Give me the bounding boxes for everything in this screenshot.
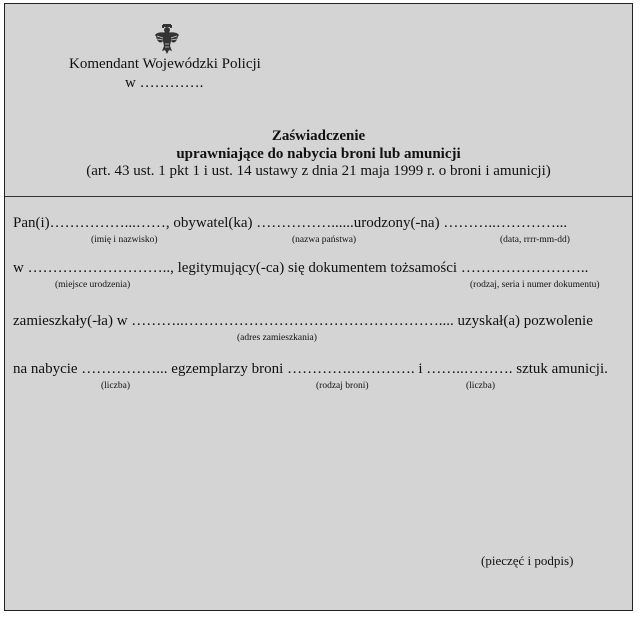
- form-line-personal: Pan(i)……………...……, obywatel(ka) ……………......urodzony(-na) ………..…………...: [13, 215, 568, 231]
- form-line-address: zamieszkały(-ła) w ………..…………………………………………….... uzyskał(a) pozwolenie: [13, 313, 593, 329]
- document-title: Zaświadczenie: [271, 128, 366, 144]
- hint-weapon-type: (rodzaj broni): [316, 381, 369, 391]
- hint-birth-date: (data, rrrr-mm-dd): [500, 235, 570, 245]
- hint-name: (imię i nazwisko): [91, 235, 158, 245]
- issuing-authority: Komendant Wojewódzki Policji: [69, 56, 261, 72]
- location-line: w ………….: [125, 75, 204, 91]
- legal-basis: (art. 43 ust. 1 pkt 1 i ust. 14 ustawy z dnia 21 maja 1999 r. o broni i amunicji): [86, 163, 551, 179]
- document-subtitle: uprawniające do nabycia broni lub amunicji: [176, 146, 461, 162]
- hint-weapon-count: (liczba): [101, 381, 131, 391]
- hint-ammo-count: (liczba): [466, 381, 496, 391]
- form-line-birthplace: w ……………………….., legitymujący(-ca) się dokumentem tożsamości ……………………..: [13, 260, 589, 276]
- section-divider: [5, 196, 632, 197]
- form-line-purchase: na nabycie ……………... egzemplarzy broni ………….…………. i ……..………. sztuk amunicji.: [13, 361, 608, 377]
- certificate-form: [4, 3, 633, 611]
- eagle-emblem-icon: [154, 24, 180, 56]
- stamp-signature-label: (pieczęć i podpis): [481, 553, 574, 568]
- hint-document: (rodzaj, seria i numer dokumentu): [470, 280, 600, 290]
- hint-address: (adres zamieszkania): [237, 333, 317, 343]
- hint-birth-place: (miejsce urodzenia): [55, 280, 131, 290]
- hint-country: (nazwa państwa): [292, 235, 357, 245]
